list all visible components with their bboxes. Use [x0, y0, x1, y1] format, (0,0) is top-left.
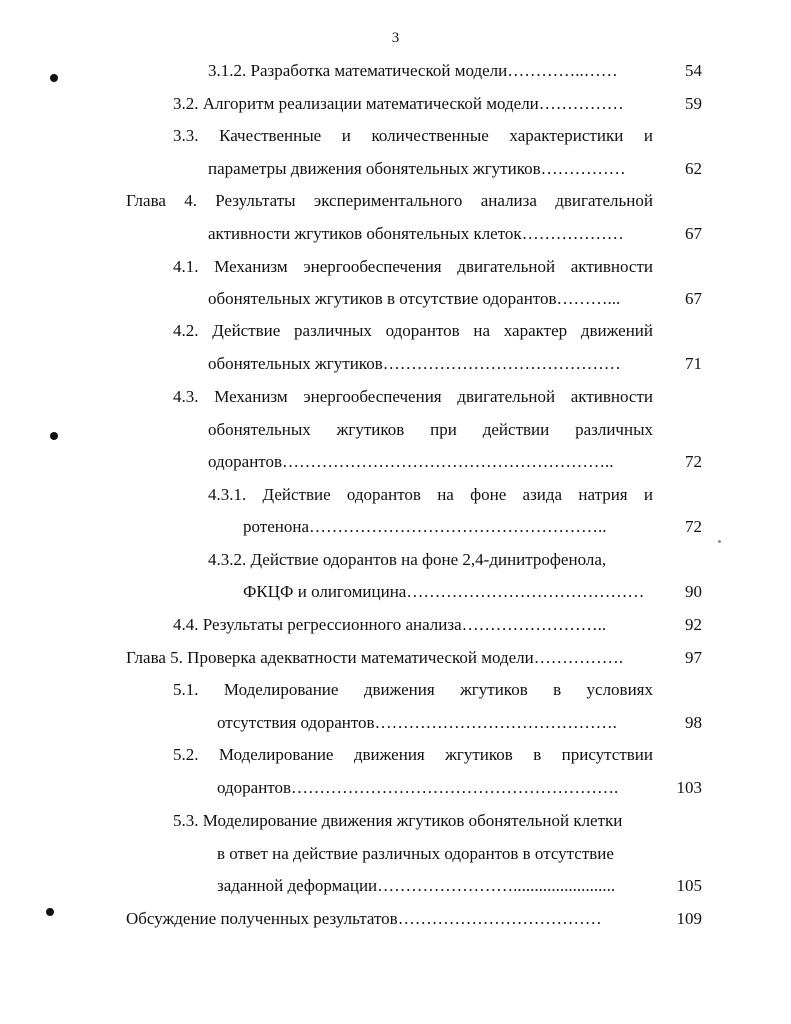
- toc-page-ref: 67: [685, 289, 702, 308]
- toc-entry-text: 4.3.2. Действие одорантов на фоне 2,4-динитрофенола,: [208, 550, 607, 569]
- toc-page-ref: 72: [685, 517, 702, 536]
- toc-entry-text: 5.1. Моделирование движения жгутиков в условиях: [173, 680, 653, 699]
- toc-page-ref: 59: [685, 94, 702, 113]
- toc-entry-text: 5.2. Моделирование движения жгутиков в присутствии: [173, 745, 653, 764]
- toc-entry-text: Глава 4. Результаты экспериментального анализа двигательной: [126, 191, 653, 210]
- toc-entry-text: 4.2. Действие различных одорантов на характер движений: [173, 321, 653, 340]
- toc-entry-text: одорантов…………………………………………………..: [208, 452, 614, 471]
- toc-entry-text: 3.3. Качественные и количественные характеристики и: [173, 126, 653, 145]
- toc-entry-text: 3.1.2. Разработка математической модели…………..……: [208, 61, 618, 80]
- toc-page-ref: 109: [676, 909, 702, 928]
- scan-speck: [718, 540, 721, 543]
- scan-speck: [50, 74, 58, 82]
- toc-entry-text: 4.4. Результаты регрессионного анализа……………………..: [173, 615, 607, 634]
- toc-entry-text: 3.2. Алгоритм реализации математической модели……………: [173, 94, 624, 113]
- toc-entry-text: 4.3.1. Действие одорантов на фоне азида натрия и: [208, 485, 653, 504]
- toc-entry-text: отсутствия одорантов…………………………………….: [217, 713, 617, 732]
- toc-entry-text: обонятельных жгутиков……………………………………: [208, 354, 621, 373]
- scan-speck: [46, 908, 54, 916]
- toc-page-ref: 72: [685, 452, 702, 471]
- toc-entry-text: обонятельных жгутиков при действии различных: [208, 420, 653, 439]
- toc-page-ref: 67: [685, 224, 702, 243]
- toc-page-ref: 98: [685, 713, 702, 732]
- toc-page-ref: 103: [676, 778, 702, 797]
- toc-entry-text: заданной деформации……………………........................: [217, 876, 616, 895]
- toc-page-ref: 54: [685, 61, 702, 80]
- toc-page-ref: 97: [685, 648, 702, 667]
- toc-entry-text: Обсуждение полученных результатов………………………………: [126, 909, 602, 928]
- toc-entry-text: 4.3. Механизм энергообеспечения двигательной активности: [173, 387, 653, 406]
- toc-entry-text: одорантов………………………………………………….: [217, 778, 619, 797]
- toc-entry-text: ротенона……………………………………………..: [243, 517, 607, 536]
- toc-entry-text: Глава 5. Проверка адекватности математической модели…………….: [126, 648, 624, 667]
- toc-page-ref: 62: [685, 159, 702, 178]
- toc-entry-text: обонятельных жгутиков в отсутствие одорантов………...: [208, 289, 621, 308]
- toc-entry-text: 4.1. Механизм энергообеспечения двигательной активности: [173, 257, 653, 276]
- toc-entry-text: ФКЦФ и олигомицина……………………………………: [243, 582, 645, 601]
- toc-entry-text: активности жгутиков обонятельных клеток………………: [208, 224, 624, 243]
- toc-entry-text: параметры движения обонятельных жгутиков……………: [208, 159, 626, 178]
- toc-page-ref: 105: [676, 876, 702, 895]
- toc-page-ref: 71: [685, 354, 702, 373]
- toc-entry-text: 5.3. Моделирование движения жгутиков обонятельной клетки: [173, 811, 623, 830]
- page-number: 3: [391, 30, 400, 46]
- scan-speck: [50, 432, 58, 440]
- toc-entry-text: в ответ на действие различных одорантов в отсутствие: [217, 844, 614, 863]
- toc-page-ref: 92: [685, 615, 702, 634]
- toc-page-ref: 90: [685, 582, 702, 601]
